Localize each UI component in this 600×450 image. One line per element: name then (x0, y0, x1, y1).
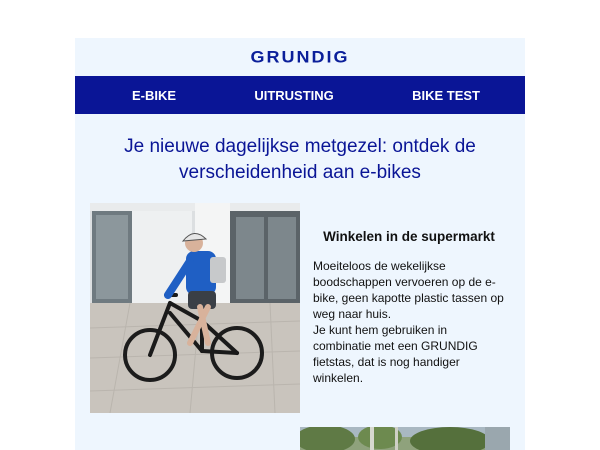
cyclist-photo[interactable] (90, 203, 300, 413)
feature-paragraph-2: Je kunt hem gebruiken in combinatie met een GRUNDIG fietstas, dat is nog handiger winkelen. (313, 323, 478, 385)
nav-item-e-bike[interactable]: E-BIKE (132, 87, 177, 103)
email-container (75, 38, 525, 450)
nav-item-bike-test[interactable]: BIKE TEST (412, 87, 480, 103)
page-headline: Je nieuwe dagelijkse metgezel: ontdek de verscheidenheid aan e-bikes (124, 136, 476, 183)
feature-title: Winkelen in de supermarkt (323, 229, 495, 244)
feature-block (90, 203, 510, 413)
grundig-logo[interactable]: GRUNDIG (250, 47, 350, 66)
main-nav (75, 76, 525, 114)
second-photo[interactable] (300, 427, 510, 450)
email-header (75, 38, 525, 76)
feature-paragraph-1: Moeiteloos de wekelijkse boodschappen vervoeren op de e-bike, geen kapotte plastic tassen op weg naar huis. (313, 259, 504, 321)
feature-text (313, 229, 505, 386)
nav-item-uitrusting[interactable]: UITRUSTING (254, 87, 334, 103)
